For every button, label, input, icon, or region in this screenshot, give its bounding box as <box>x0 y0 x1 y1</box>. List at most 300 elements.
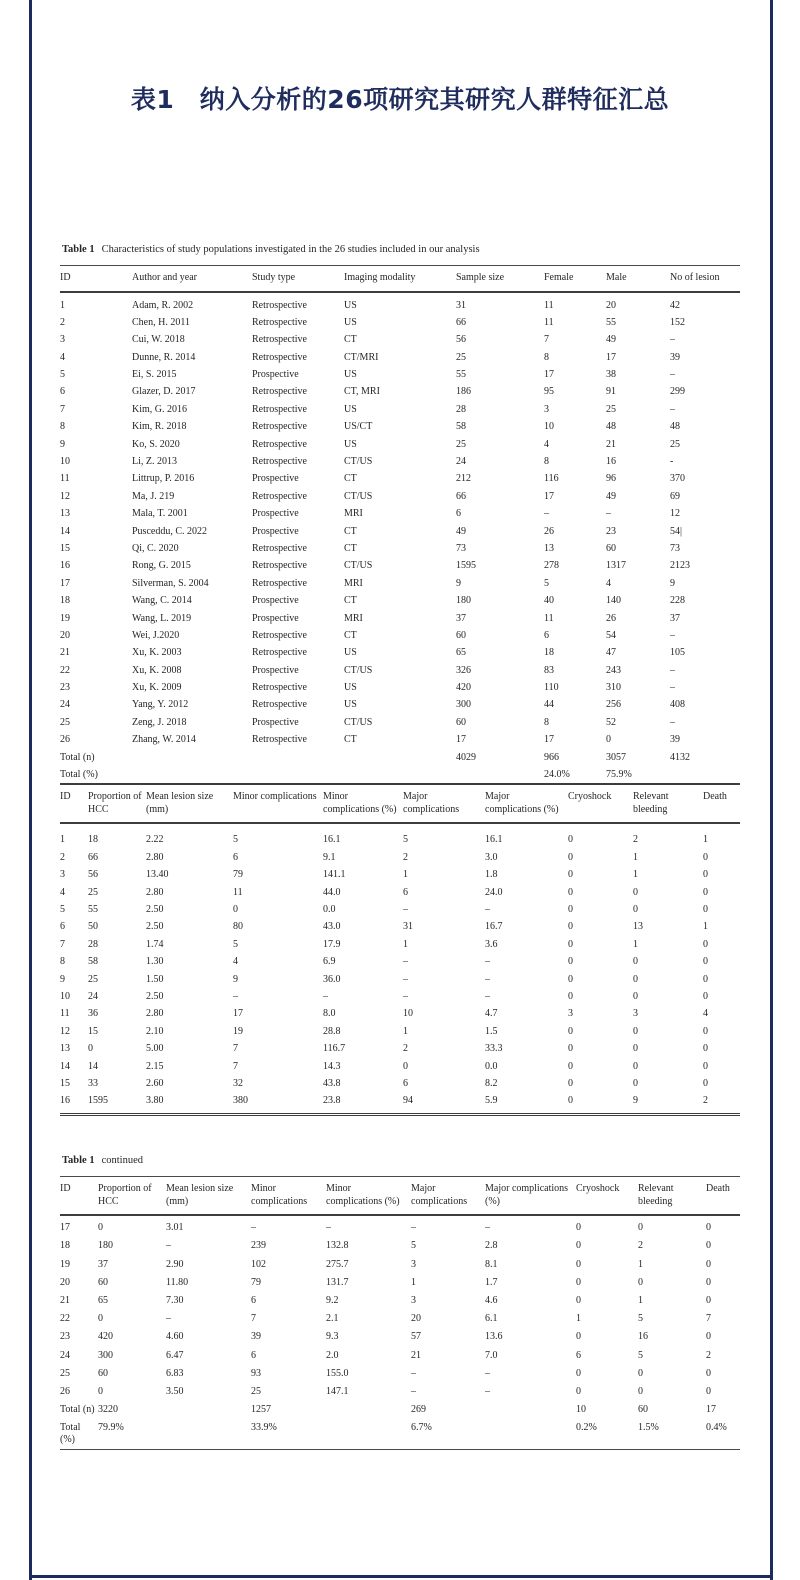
table-cell: 17 <box>544 734 554 746</box>
column-header: ID <box>60 1183 71 1195</box>
column-header: Major complications (%) <box>485 791 559 815</box>
table-cell: 1 <box>633 851 638 863</box>
table-cell: 13 <box>544 542 554 554</box>
table-cell <box>132 766 252 783</box>
table-cell: 2 <box>60 851 65 863</box>
table-cell: 47 <box>606 647 616 659</box>
table-cell: 9 <box>670 577 675 589</box>
table-cell: 48 <box>670 421 680 433</box>
table-cell: 2 <box>403 851 408 863</box>
table-cell <box>344 749 456 766</box>
table-cell: 20 <box>411 1313 421 1325</box>
table-cell: 0 <box>576 1385 581 1397</box>
table-cell: Cui, W. 2018 <box>132 334 185 346</box>
table-cell: 2 <box>703 1095 708 1107</box>
table-cell: 2.1 <box>326 1313 339 1325</box>
column-header: Minor complications (%) <box>323 791 397 815</box>
table-cell: – <box>670 369 675 381</box>
table-cell: 6 <box>60 921 65 933</box>
table-cell: 1.5% <box>638 1422 659 1434</box>
table-cell: 73 <box>670 542 680 554</box>
table-cell: 13 <box>60 1043 70 1055</box>
table-continued-header <box>60 1177 740 1216</box>
table-cell: 2.80 <box>146 886 164 898</box>
table-cell: – <box>485 973 490 985</box>
complications-table-part1 <box>60 783 740 1116</box>
table-cell: Zhang, W. 2014 <box>132 734 196 746</box>
table-cell: 0 <box>568 1060 573 1072</box>
table-cell: 8.0 <box>323 1008 336 1020</box>
table-cell: Retrospective <box>252 577 307 589</box>
table-cell: 9.1 <box>323 851 336 863</box>
table-cell: Prospective <box>252 664 299 676</box>
table-cell: Retrospective <box>252 560 307 572</box>
table-cell: 1 <box>60 834 65 846</box>
table-cell: 6.7% <box>411 1422 432 1434</box>
table-cell: 1.50 <box>146 973 164 985</box>
table-cell: 6 <box>544 629 549 641</box>
table-row <box>60 1023 740 1040</box>
table-cell: 180 <box>456 595 471 607</box>
table-cell: 25 <box>60 716 70 728</box>
table-cell <box>485 1401 576 1419</box>
table-cell: 18 <box>544 647 554 659</box>
table-cell: 131.7 <box>326 1276 349 1288</box>
table-row <box>60 349 740 366</box>
table-cell: CT <box>344 473 357 485</box>
table-cell: US <box>344 299 357 311</box>
table-cell: 2.80 <box>146 851 164 863</box>
table-cell: MRI <box>344 508 363 520</box>
table-row <box>60 696 740 713</box>
table-cell: 3220 <box>98 1404 118 1416</box>
table-cell: 4 <box>606 577 611 589</box>
table-cell: 96 <box>606 473 616 485</box>
table-cell: 8.1 <box>485 1258 498 1270</box>
table-row <box>60 714 740 731</box>
table-cell: 19 <box>233 1025 243 1037</box>
table-cell: 6 <box>60 386 65 398</box>
table-cell: 8 <box>60 956 65 968</box>
table-cell: 22 <box>60 1313 70 1325</box>
table-cell: 5 <box>403 834 408 846</box>
table-cell: – <box>323 990 328 1002</box>
table-cell: 0 <box>703 869 708 881</box>
table-cell: 141.1 <box>323 869 346 881</box>
table-cell: – <box>670 716 675 728</box>
table-continued-caption-label: Table 1 <box>62 1155 95 1167</box>
table-cell: – <box>670 664 675 676</box>
table-cell: 23 <box>60 682 70 694</box>
table-cell: 20 <box>606 299 616 311</box>
table-row <box>60 971 740 988</box>
table-cell: 26 <box>60 734 70 746</box>
table-row <box>60 662 740 679</box>
table-cell: 32 <box>233 1077 243 1089</box>
table-cell: 300 <box>98 1349 113 1361</box>
table-cell: 0 <box>638 1276 643 1288</box>
table-cell: 2 <box>638 1240 643 1252</box>
table-cell: Prospective <box>252 369 299 381</box>
table-cell: 14.3 <box>323 1060 341 1072</box>
table-cell: 5.9 <box>485 1095 498 1107</box>
table-row <box>60 610 740 627</box>
table-cell: 11.80 <box>166 1276 189 1288</box>
table-cell: 17 <box>456 734 466 746</box>
table-row <box>60 1401 740 1419</box>
table-cell: 50 <box>88 921 98 933</box>
table-row <box>60 505 740 522</box>
table-cell: Retrospective <box>252 699 307 711</box>
table-cell: 5 <box>411 1240 416 1252</box>
table-cell: 36.0 <box>323 973 341 985</box>
table-cell: – <box>670 334 675 346</box>
table-cell: 408 <box>670 699 685 711</box>
column-header: Proportion of HCC <box>98 1183 152 1207</box>
table-cell: 8 <box>544 351 549 363</box>
table-cell: 54| <box>670 525 683 537</box>
table-cell: 11 <box>544 612 554 624</box>
table-cell: 0 <box>576 1240 581 1252</box>
table-cell: 6.1 <box>485 1313 498 1325</box>
table-cell: 24.0 <box>485 886 503 898</box>
table-cell: 1.30 <box>146 956 164 968</box>
table-cell: 21 <box>606 438 616 450</box>
table-cell: 212 <box>456 473 471 485</box>
table-cell: 5 <box>60 369 65 381</box>
table-cell: 6.83 <box>166 1367 184 1379</box>
table-cell: Total (n) <box>60 751 95 763</box>
table-cell: 17 <box>706 1404 716 1416</box>
table-cell: – <box>403 956 408 968</box>
table-cell: 21 <box>60 647 70 659</box>
table-cell: 79 <box>233 869 243 881</box>
table-cell: 3.50 <box>166 1385 184 1397</box>
table-cell: Yang, Y. 2012 <box>132 699 189 711</box>
table-cell: 12 <box>60 490 70 502</box>
table-cell: 0 <box>706 1295 711 1307</box>
table-cell: 66 <box>456 316 466 328</box>
table-cell: 0 <box>633 1043 638 1055</box>
table-cell: Pusceddu, C. 2022 <box>132 525 207 537</box>
table-cell: 36 <box>88 1008 98 1020</box>
table-cell: 20 <box>60 1276 70 1288</box>
table-cell: Zeng, J. 2018 <box>132 716 187 728</box>
table-cell: 0 <box>568 869 573 881</box>
table-row <box>60 488 740 505</box>
table-cell: 3.01 <box>166 1222 184 1234</box>
table-cell: – <box>411 1367 416 1379</box>
column-header: Relevant bleeding <box>638 1183 674 1207</box>
table-cell: 1 <box>403 869 408 881</box>
table-cell: 0 <box>633 990 638 1002</box>
column-header: Female <box>544 272 574 283</box>
table-cell: 1 <box>60 299 65 311</box>
table-cell: MRI <box>344 577 363 589</box>
table-cell: 4.6 <box>485 1295 498 1307</box>
table-cell: 0 <box>568 938 573 950</box>
table-row <box>60 418 740 435</box>
table-cell: CT <box>344 629 357 641</box>
table-cell: Li, Z. 2013 <box>132 456 177 468</box>
table-cell: 60 <box>638 1404 648 1416</box>
table-cell: 110 <box>544 682 559 694</box>
column-header: Mean lesion size (mm) <box>166 1183 234 1207</box>
table-row <box>60 1058 740 1075</box>
table-cell: – <box>670 403 675 415</box>
table-cell: 2.0 <box>326 1349 339 1361</box>
table-cell: 55 <box>456 369 466 381</box>
table-cell: 7 <box>60 938 65 950</box>
table-cell: 24 <box>60 1349 70 1361</box>
table-cell: 65 <box>456 647 466 659</box>
table-cell: 73 <box>456 542 466 554</box>
table-row <box>60 1310 740 1328</box>
table-cell: 18 <box>60 595 70 607</box>
table-cell: 24 <box>88 990 98 1002</box>
table-cell: 310 <box>606 682 621 694</box>
table-cell: US/CT <box>344 421 373 433</box>
column-header: Male <box>606 272 627 283</box>
table-cell: 0 <box>568 1025 573 1037</box>
table-cell: CT <box>344 595 357 607</box>
table-cell: 3 <box>568 1008 573 1020</box>
table-cell: Prospective <box>252 525 299 537</box>
table-cell: 4 <box>60 351 65 363</box>
table-cell: Prospective <box>252 508 299 520</box>
table-cell: 11 <box>60 1008 70 1020</box>
table1-caption <box>62 243 742 256</box>
table-cell: 269 <box>411 1404 426 1416</box>
table-cell: 0 <box>568 834 573 846</box>
table-cell: 12 <box>60 1025 70 1037</box>
table-cell: 1 <box>633 938 638 950</box>
table-cell: 1317 <box>606 560 626 572</box>
table-row <box>60 1040 740 1057</box>
column-header: Study type <box>252 272 296 283</box>
table-cell: Prospective <box>252 716 299 728</box>
table-cell: 7 <box>706 1313 711 1325</box>
table-cell: 1.7 <box>485 1276 498 1288</box>
table-cell: 10 <box>60 990 70 1002</box>
table-cell: 152 <box>670 316 685 328</box>
table-cell: US <box>344 699 357 711</box>
table-continued-caption <box>62 1154 742 1167</box>
table-cell: 58 <box>456 421 466 433</box>
table-cell: 6 <box>456 508 461 520</box>
table-row <box>60 901 740 918</box>
table-cell: 48 <box>606 421 616 433</box>
table-cell: 16.1 <box>323 834 341 846</box>
table-cell: 0 <box>638 1222 643 1234</box>
table-cell: CT <box>344 734 357 746</box>
table-cell: – <box>485 990 490 1002</box>
table-cell: 116 <box>544 473 559 485</box>
column-header: Relevant bleeding <box>633 791 669 815</box>
table-row <box>60 540 740 557</box>
table-row <box>60 401 740 418</box>
table-row <box>60 292 740 314</box>
table-cell: 28.8 <box>323 1025 341 1037</box>
table-cell: 0 <box>98 1385 103 1397</box>
table-cell: 49 <box>606 490 616 502</box>
table-cell: 4 <box>544 438 549 450</box>
table-cell: 91 <box>606 386 616 398</box>
table-cell: 11 <box>233 886 243 898</box>
scanned-table-document <box>60 243 742 1450</box>
table-cell: 55 <box>88 904 98 915</box>
table-cell: 16 <box>638 1331 648 1343</box>
column-header: Sample size <box>456 272 505 283</box>
table-cell: 95 <box>544 386 554 398</box>
table-cell: CT/US <box>344 560 373 572</box>
table-row <box>60 1237 740 1255</box>
table-cell: 25 <box>456 351 466 363</box>
table-cell: CT/US <box>344 490 373 502</box>
table-cell: 3 <box>411 1295 416 1307</box>
table-cell: 180 <box>98 1240 113 1252</box>
table-cell: 0 <box>568 1043 573 1055</box>
complications-table-continued <box>60 1176 740 1450</box>
table-cell: – <box>403 990 408 1002</box>
table-cell: 0 <box>568 990 573 1002</box>
table-row <box>60 1092 740 1115</box>
table-cell: 38 <box>606 369 616 381</box>
table-row <box>60 953 740 970</box>
table-cell: 0 <box>403 1060 408 1072</box>
table-cell: 25 <box>88 973 98 985</box>
table-cell: Retrospective <box>252 682 307 694</box>
table-row <box>60 627 740 644</box>
table-cell: 3 <box>60 869 65 881</box>
table-row <box>60 1255 740 1273</box>
table-cell: Qi, C. 2020 <box>132 542 179 554</box>
table-cell: 15 <box>60 1077 70 1089</box>
table-row <box>60 366 740 383</box>
header-row <box>60 1177 740 1216</box>
table-cell: 1 <box>703 921 708 933</box>
table-cell: 0 <box>568 904 573 915</box>
table-cell: 1 <box>633 869 638 881</box>
table-cell: 4029 <box>456 751 476 763</box>
table-cell: 2 <box>60 316 65 328</box>
table-cell: 11 <box>60 473 70 485</box>
table-cell: 0 <box>703 990 708 1002</box>
table-cell: 94 <box>403 1095 413 1107</box>
table-cell: 26 <box>60 1385 70 1397</box>
table-cell: Kim, R. 2018 <box>132 421 187 433</box>
table-cell: 140 <box>606 595 621 607</box>
table-cell: CT <box>344 334 357 346</box>
table-cell: US <box>344 316 357 328</box>
table-cell: 116.7 <box>323 1043 346 1055</box>
table-row <box>60 1291 740 1309</box>
table-cell: 0 <box>576 1276 581 1288</box>
table-cell: 1.74 <box>146 938 164 950</box>
table-cell: Adam, R. 2002 <box>132 299 194 311</box>
table-row <box>60 453 740 470</box>
study-characteristics-table <box>60 265 740 783</box>
table-cell: 2.10 <box>146 1025 164 1037</box>
table-cell: 19 <box>60 1258 70 1270</box>
table-row <box>60 1364 740 1382</box>
table-cell: 69 <box>670 490 680 502</box>
table-cell: 0 <box>703 904 708 915</box>
table-cell: 60 <box>606 542 616 554</box>
table-row <box>60 1328 740 1346</box>
table-cell: 16 <box>60 560 70 572</box>
table-cell: 16 <box>606 456 616 468</box>
table-cell: – <box>670 682 675 694</box>
table-cell: 7 <box>544 334 549 346</box>
table-cell: 17 <box>233 1008 243 1020</box>
table-cell: 0 <box>88 1043 93 1055</box>
table-cell: 93 <box>251 1367 261 1379</box>
table-cell: - <box>670 456 674 468</box>
table-cell: 0 <box>568 886 573 898</box>
table-row <box>60 383 740 400</box>
table-cell: 0.4% <box>706 1422 727 1434</box>
table-cell: Xu, K. 2003 <box>132 647 182 659</box>
table-cell: 0 <box>568 956 573 968</box>
table-cell: 9 <box>60 438 65 450</box>
table-cell: 7.30 <box>166 1295 184 1307</box>
column-header: Minor complications <box>233 791 317 803</box>
table-cell: 300 <box>456 699 471 711</box>
table-cell: 0 <box>703 886 708 898</box>
table-cell: 26 <box>544 525 554 537</box>
table-cell: – <box>166 1313 171 1325</box>
table-cell: 2.50 <box>146 904 164 915</box>
table-cell: – <box>544 508 549 520</box>
table-row <box>60 884 740 901</box>
table-cell: Total (n) <box>60 1404 95 1416</box>
table-cell: 5 <box>233 834 238 846</box>
table-cell: 7 <box>233 1060 238 1072</box>
table-row <box>60 1273 740 1291</box>
table-cell: 2.15 <box>146 1060 164 1072</box>
table-cell: 2 <box>403 1043 408 1055</box>
column-header: No of lesion <box>670 272 720 283</box>
table-cell: 17 <box>60 1222 70 1234</box>
table-cell: 0 <box>706 1240 711 1252</box>
table-cell: Wei, J.2020 <box>132 629 180 641</box>
table-cell: Kim, G. 2016 <box>132 403 187 415</box>
table-cell: 28 <box>88 938 98 950</box>
table-cell: – <box>485 1385 490 1397</box>
table-cell: – <box>411 1385 416 1397</box>
table-cell: 3 <box>633 1008 638 1020</box>
table-cell: 17 <box>60 577 70 589</box>
table-cell: 0 <box>633 904 638 915</box>
table-cell: Retrospective <box>252 438 307 450</box>
table-cell: 0 <box>703 1060 708 1072</box>
table-row <box>60 1215 740 1237</box>
table-cell: 9 <box>233 973 238 985</box>
table-cell: 326 <box>456 664 471 676</box>
column-header: Cryoshock <box>568 791 612 803</box>
table-cell: 0 <box>568 921 573 933</box>
table-cell: 0 <box>233 904 238 915</box>
table-cell: 56 <box>88 869 98 881</box>
column-header: Minor complications <box>251 1183 308 1207</box>
table-cell: Silverman, S. 2004 <box>132 577 209 589</box>
table2-body <box>60 823 740 1114</box>
table-cell: – <box>485 1367 490 1379</box>
table-cell: 40 <box>544 595 554 607</box>
column-header: Major complications <box>411 1183 468 1207</box>
table-cell: 23 <box>60 1331 70 1343</box>
